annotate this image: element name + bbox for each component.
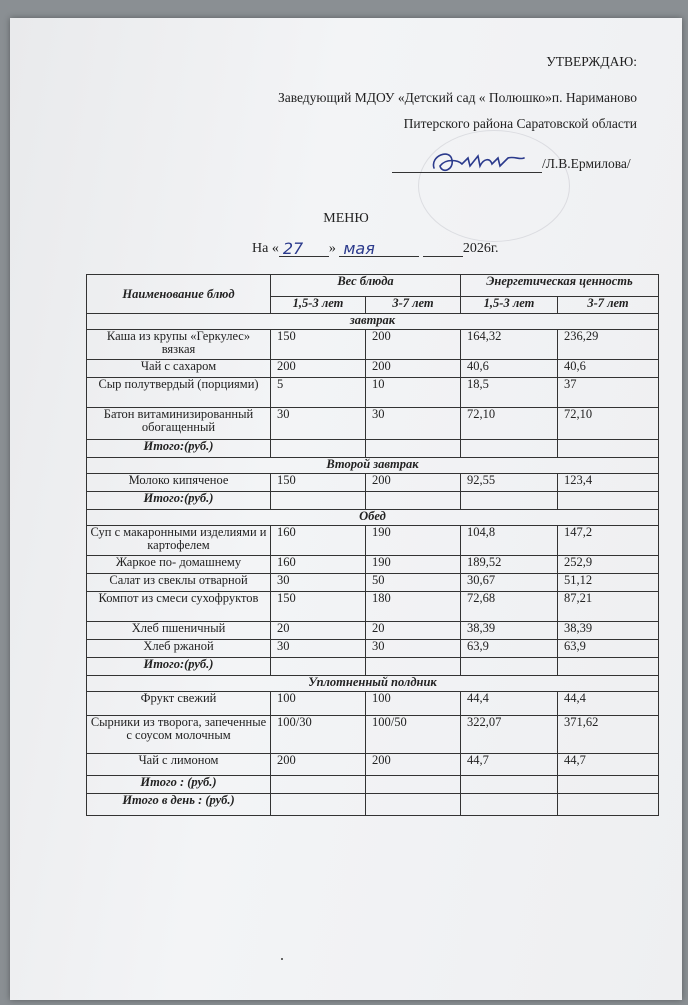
menu-table xyxy=(86,274,659,816)
dish-name-cell: Жаркое по- домашнему xyxy=(87,556,271,574)
weight-old-cell: 30 xyxy=(366,640,461,658)
dish-name-cell: Компот из смеси сухофруктов xyxy=(87,592,271,622)
weight-old-cell: 20 xyxy=(366,622,461,640)
energy-young-cell: 44,7 xyxy=(461,754,558,776)
table-row xyxy=(87,622,659,640)
energy-old-cell: 252,9 xyxy=(558,556,659,574)
total-empty-cell xyxy=(366,440,461,458)
weight-young-cell: 160 xyxy=(271,526,366,556)
weight-old-cell: 100 xyxy=(366,692,461,716)
total-empty-cell xyxy=(271,794,366,816)
total-empty-cell xyxy=(366,776,461,794)
date-day-close: » xyxy=(328,241,336,256)
section-total-row xyxy=(87,492,659,510)
table-row xyxy=(87,474,659,492)
date-month: мая xyxy=(343,239,375,258)
total-label: Итого:(руб.) xyxy=(87,492,271,510)
total-empty-cell xyxy=(271,492,366,510)
energy-young-cell: 72,10 xyxy=(461,408,558,440)
date-line xyxy=(252,240,499,257)
total-label: Итого : (руб.) xyxy=(87,776,271,794)
total-empty-cell xyxy=(558,492,659,510)
table-row xyxy=(87,408,659,440)
weight-old-cell: 190 xyxy=(366,556,461,574)
energy-young-cell: 18,5 xyxy=(461,378,558,408)
total-empty-cell xyxy=(461,440,558,458)
weight-young-cell: 150 xyxy=(271,592,366,622)
energy-young-cell: 322,07 xyxy=(461,716,558,754)
energy-old-cell: 147,2 xyxy=(558,526,659,556)
energy-old-cell: 87,21 xyxy=(558,592,659,622)
energy-young-cell: 63,9 xyxy=(461,640,558,658)
day-total-row xyxy=(87,794,659,816)
table-row xyxy=(87,574,659,592)
weight-old-cell: 50 xyxy=(366,574,461,592)
total-empty-cell xyxy=(271,776,366,794)
weight-young-cell: 30 xyxy=(271,640,366,658)
dish-name-cell: Батон витаминизированный обогащенный xyxy=(87,408,271,440)
total-empty-cell xyxy=(461,794,558,816)
header-weight: Вес блюда xyxy=(271,275,461,297)
dish-name-cell: Чай с сахаром xyxy=(87,360,271,378)
total-empty-cell xyxy=(366,492,461,510)
table-row xyxy=(87,378,659,408)
dish-name-cell: Сырники из творога, запеченные с соусом молочным xyxy=(87,716,271,754)
energy-old-cell: 72,10 xyxy=(558,408,659,440)
approval-title: УТВЕРЖДАЮ: xyxy=(546,54,637,69)
date-day: 27 xyxy=(282,239,304,258)
section-header xyxy=(87,314,659,330)
energy-old-cell: 123,4 xyxy=(558,474,659,492)
energy-old-cell: 38,39 xyxy=(558,622,659,640)
document-page xyxy=(10,18,682,1000)
energy-old-cell: 51,12 xyxy=(558,574,659,592)
table-row xyxy=(87,360,659,378)
energy-young-cell: 104,8 xyxy=(461,526,558,556)
dish-name-cell: Хлеб пшеничный xyxy=(87,622,271,640)
energy-young-cell: 164,32 xyxy=(461,330,558,360)
header-energy: Энергетическая ценность xyxy=(461,275,659,297)
dish-name-cell: Хлеб ржаной xyxy=(87,640,271,658)
total-empty-cell xyxy=(558,658,659,676)
weight-young-cell: 5 xyxy=(271,378,366,408)
total-empty-cell xyxy=(558,776,659,794)
energy-old-cell: 40,6 xyxy=(558,360,659,378)
approval-line-1: Заведующий МДОУ «Детский сад « Полюшко»п. Нариманово xyxy=(277,90,637,105)
dish-name-cell: Суп с макаронными изделиями и картофелем xyxy=(87,526,271,556)
header-age-1: 1,5-3 лет xyxy=(271,297,366,314)
weight-young-cell: 160 xyxy=(271,556,366,574)
weight-young-cell: 200 xyxy=(271,754,366,776)
weight-old-cell: 180 xyxy=(366,592,461,622)
dish-name-cell: Фрукт свежий xyxy=(87,692,271,716)
weight-old-cell: 10 xyxy=(366,378,461,408)
header-age-4: 3-7 лет xyxy=(558,297,659,314)
energy-old-cell: 37 xyxy=(558,378,659,408)
section-title: Второй завтрак xyxy=(87,458,659,474)
energy-old-cell: 371,62 xyxy=(558,716,659,754)
date-month-field xyxy=(339,240,419,257)
total-label: Итого:(руб.) xyxy=(87,658,271,676)
dish-name-cell: Салат из свеклы отварной xyxy=(87,574,271,592)
section-header xyxy=(87,676,659,692)
table-row xyxy=(87,640,659,658)
weight-old-cell: 200 xyxy=(366,360,461,378)
weight-old-cell: 200 xyxy=(366,330,461,360)
approval-line-2: Питерского района Саратовской области xyxy=(403,116,637,131)
weight-young-cell: 150 xyxy=(271,474,366,492)
energy-young-cell: 30,67 xyxy=(461,574,558,592)
day-total-label: Итого в день : (руб.) xyxy=(87,794,271,816)
page-title: МЕНЮ xyxy=(323,211,369,226)
section-total-row xyxy=(87,658,659,676)
weight-old-cell: 200 xyxy=(366,754,461,776)
weight-young-cell: 150 xyxy=(271,330,366,360)
energy-old-cell: 236,29 xyxy=(558,330,659,360)
weight-old-cell: 30 xyxy=(366,408,461,440)
total-empty-cell xyxy=(366,658,461,676)
total-empty-cell xyxy=(366,794,461,816)
energy-young-cell: 92,55 xyxy=(461,474,558,492)
total-empty-cell xyxy=(558,440,659,458)
header-age-2: 3-7 лет xyxy=(366,297,461,314)
section-title: Обед xyxy=(87,510,659,526)
total-empty-cell xyxy=(271,440,366,458)
total-empty-cell xyxy=(558,794,659,816)
table-row xyxy=(87,526,659,556)
table-row xyxy=(87,330,659,360)
energy-young-cell: 38,39 xyxy=(461,622,558,640)
section-header xyxy=(87,458,659,474)
section-title: Уплотненный полдник xyxy=(87,676,659,692)
table-row xyxy=(87,556,659,574)
energy-young-cell: 40,6 xyxy=(461,360,558,378)
date-prefix: На « xyxy=(252,241,279,256)
section-header xyxy=(87,510,659,526)
weight-old-cell: 100/50 xyxy=(366,716,461,754)
energy-old-cell: 44,7 xyxy=(558,754,659,776)
table-row xyxy=(87,692,659,716)
total-empty-cell xyxy=(461,658,558,676)
energy-young-cell: 189,52 xyxy=(461,556,558,574)
dish-name-cell: Чай с лимоном xyxy=(87,754,271,776)
dish-name-cell: Каша из крупы «Геркулес» вязкая xyxy=(87,330,271,360)
section-title: завтрак xyxy=(87,314,659,330)
section-total-row xyxy=(87,776,659,794)
weight-young-cell: 200 xyxy=(271,360,366,378)
total-empty-cell xyxy=(271,658,366,676)
weight-young-cell: 20 xyxy=(271,622,366,640)
weight-old-cell: 200 xyxy=(366,474,461,492)
signature-image xyxy=(428,146,528,180)
section-total-row xyxy=(87,440,659,458)
weight-old-cell: 190 xyxy=(366,526,461,556)
date-day-field xyxy=(279,240,329,257)
date-year: 2026г. xyxy=(462,241,499,256)
total-label: Итого:(руб.) xyxy=(87,440,271,458)
dish-name-cell: Молоко кипяченое xyxy=(87,474,271,492)
weight-young-cell: 30 xyxy=(271,408,366,440)
total-empty-cell xyxy=(461,492,558,510)
weight-young-cell: 100/30 xyxy=(271,716,366,754)
total-empty-cell xyxy=(461,776,558,794)
weight-young-cell: 100 xyxy=(271,692,366,716)
energy-old-cell: 44,4 xyxy=(558,692,659,716)
date-year-blank xyxy=(423,240,463,257)
header-age-3: 1,5-3 лет xyxy=(461,297,558,314)
table-row xyxy=(87,754,659,776)
energy-young-cell: 44,4 xyxy=(461,692,558,716)
table-row xyxy=(87,716,659,754)
energy-young-cell: 72,68 xyxy=(461,592,558,622)
signer-name: /Л.В.Ермилова/ xyxy=(542,156,631,171)
speck xyxy=(281,958,283,960)
header-dish-name: Наименование блюд xyxy=(87,275,271,314)
table-row xyxy=(87,592,659,622)
dish-name-cell: Сыр полутвердый (порциями) xyxy=(87,378,271,408)
energy-old-cell: 63,9 xyxy=(558,640,659,658)
weight-young-cell: 30 xyxy=(271,574,366,592)
